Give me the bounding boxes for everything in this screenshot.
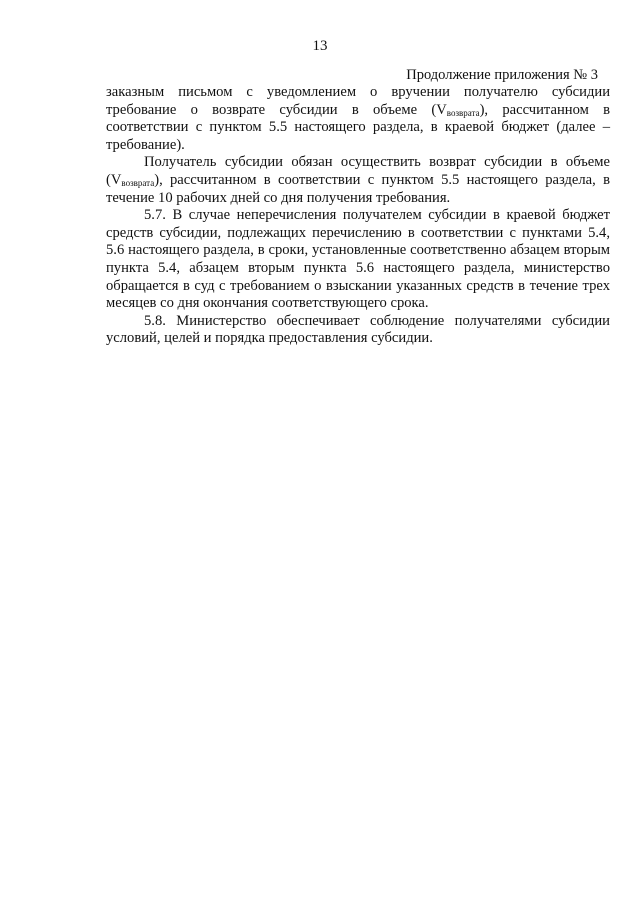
paragraph-text: заказным письмом с уведомлением о вручении получателю субсидии требование о возврате субсидии в объеме (V [106,84,610,118]
paragraph-text: ), рассчитанном в соответствии с пунктом 5.5 настоящего раздела, в течение 10 рабочих дней со дня получения требования. [106,171,610,206]
paragraph-return-requirement [106,84,610,154]
paragraph-5-7: 5.7. В случае неперечисления получателем субсидии в краевой бюджет средств субсидии, подлежащих перечислению в соответствии с пунктами 5.4, 5.6 настоящего раздела, в сроки, установленные соответственно абзацем вторым пункта 5.4, абзацем вторым пункта 5.6 настоящего раздела, министерство обращается в суд с требованием о взыскании указанных средств в течение трех месяцев со дня окончания соответствующего срока. [106,207,610,312]
paragraph-text: Получатель субсидии обязан осуществить возврат субсидии в объеме (V [106,154,610,188]
document-body [106,84,610,348]
paragraph-recipient-obligation [106,154,610,207]
page-number: 13 [312,38,328,54]
continuation-label: Продолжение приложения № 3 [406,67,598,83]
paragraph-text: ), рассчитанном в соответствии с пунктом 5.5 настоящего раздела, в краевой бюджет (далее – требование). [106,101,610,153]
paragraph-5-8: 5.8. Министерство обеспечивает соблюдение получателями субсидии условий, целей и порядка предоставления субсидии. [106,312,610,347]
subscript-vozvrata: возврата [446,107,480,118]
subscript-vozvrata: возврата [121,177,155,188]
